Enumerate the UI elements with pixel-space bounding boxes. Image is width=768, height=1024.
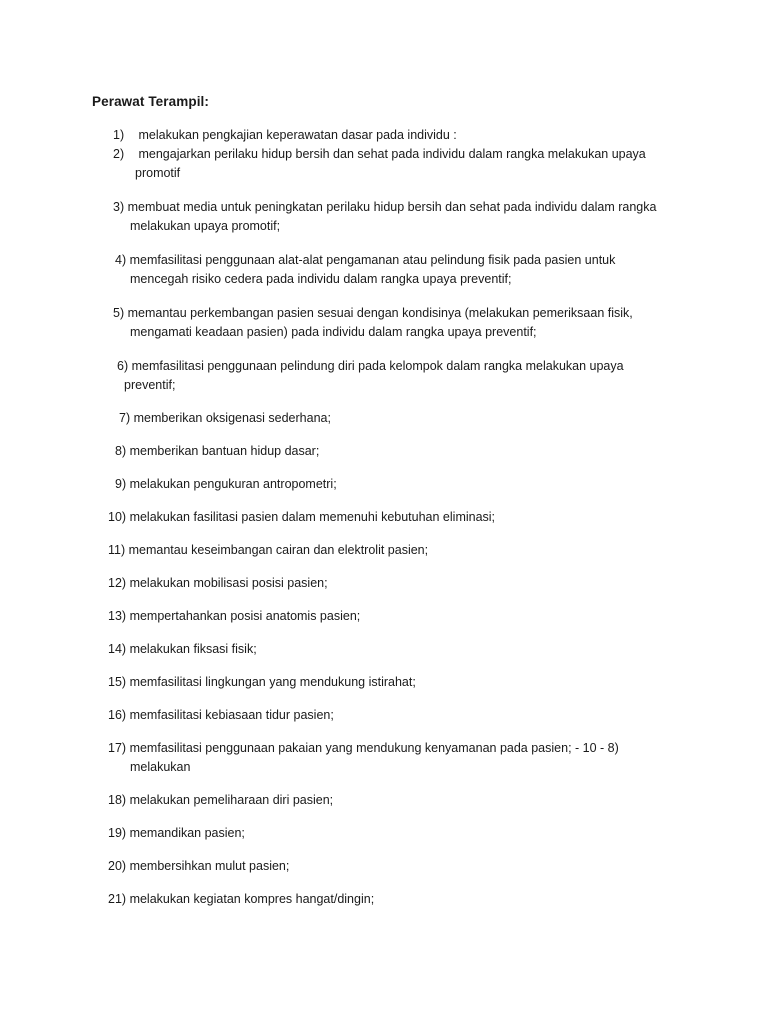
item-continuation: mengamati keadaan pasien) pada individu dalam rangka upaya preventif; [130,325,537,339]
item-text: mempertahankan posisi anatomis pasien; [129,609,361,623]
item-continuation: promotif [135,166,181,180]
item-number: 2) [113,147,125,161]
item-text: memfasilitasi penggunaan alat-alat pengamanan atau pelindung fisik pada pasien untuk [129,253,616,267]
list-item-13 [108,607,360,626]
item-text: memantau perkembangan pasien sesuai dengan kondisinya (melakukan pemeriksaan fisik, [127,306,633,320]
item-number: 6) [117,359,129,373]
list-item-19 [108,824,245,843]
item-number: 13) [108,609,127,623]
list-item-16 [108,706,334,725]
item-number: 9) [115,477,127,491]
item-number: 18) [108,793,127,807]
item-text: melakukan fiksasi fisik; [129,642,257,656]
item-continuation: melakukan upaya promotif; [130,219,281,233]
item-number: 7) [119,411,131,425]
item-text: melakukan pengkajian keperawatan dasar pada individu : [138,128,457,142]
item-text: melakukan kegiatan kompres hangat/dingin; [129,892,375,906]
item-number: 16) [108,708,127,722]
list-item-15 [108,673,416,692]
item-number: 21) [108,892,127,906]
item-number: 10) [108,510,127,524]
item-number: 11) [108,543,126,557]
item-continuation: mencegah risiko cedera pada individu dalam rangka upaya preventif; [130,272,512,286]
item-text: memberikan bantuan hidup dasar; [129,444,320,458]
list-item-4 [115,251,615,289]
item-continuation: preventif; [124,378,176,392]
item-text: memantau keseimbangan cairan dan elektrolit pasien; [128,543,429,557]
list-item-5 [113,304,633,342]
item-continuation: melakukan [130,760,191,774]
list-item-20 [108,857,289,876]
item-text: melakukan mobilisasi posisi pasien; [129,576,328,590]
list-item-11 [108,541,428,560]
item-text: mengajarkan perilaku hidup bersih dan sehat pada individu dalam rangka melakukan upaya [138,147,646,161]
item-number: 19) [108,826,127,840]
list-item-14 [108,640,257,659]
item-text: memberikan oksigenasi sederhana; [133,411,331,425]
item-text: membersihkan mulut pasien; [129,859,290,873]
item-number: 8) [115,444,127,458]
list-item-3 [113,198,656,236]
item-text: melakukan pemeliharaan diri pasien; [129,793,334,807]
list-item-9 [115,475,337,494]
item-text: melakukan fasilitasi pasien dalam memenuhi kebutuhan eliminasi; [129,510,496,524]
item-number: 14) [108,642,127,656]
list-item-18 [108,791,333,810]
item-number: 20) [108,859,127,873]
item-number: 3) [113,200,125,214]
list-item-8 [115,442,319,461]
list-item-7 [119,409,331,428]
item-number: 15) [108,675,127,689]
document-heading: Perawat Terampil: [92,94,209,109]
list-item-2 [113,145,646,183]
item-text: memfasilitasi kebiasaan tidur pasien; [129,708,334,722]
list-item-6 [117,357,624,395]
list-item-10 [108,508,495,527]
item-text: memandikan pasien; [129,826,245,840]
item-number: 5) [113,306,125,320]
item-text: membuat media untuk peningkatan perilaku hidup bersih dan sehat pada individu dalam rangka [127,200,657,214]
list-item-12 [108,574,328,593]
item-text: memfasilitasi lingkungan yang mendukung istirahat; [129,675,416,689]
item-number: 17) [108,741,127,755]
list-item-1 [113,126,457,145]
item-text: melakukan pengukuran antropometri; [129,477,337,491]
item-number: 1) [113,128,125,142]
item-text: memfasilitasi penggunaan pelindung diri pada kelompok dalam rangka melakukan upaya [131,359,624,373]
item-text: memfasilitasi penggunaan pakaian yang mendukung kenyamanan pada pasien; - 10 - 8) [129,741,619,755]
item-number: 4) [115,253,127,267]
list-item-21 [108,890,374,909]
list-item-17 [108,739,619,777]
item-number: 12) [108,576,127,590]
